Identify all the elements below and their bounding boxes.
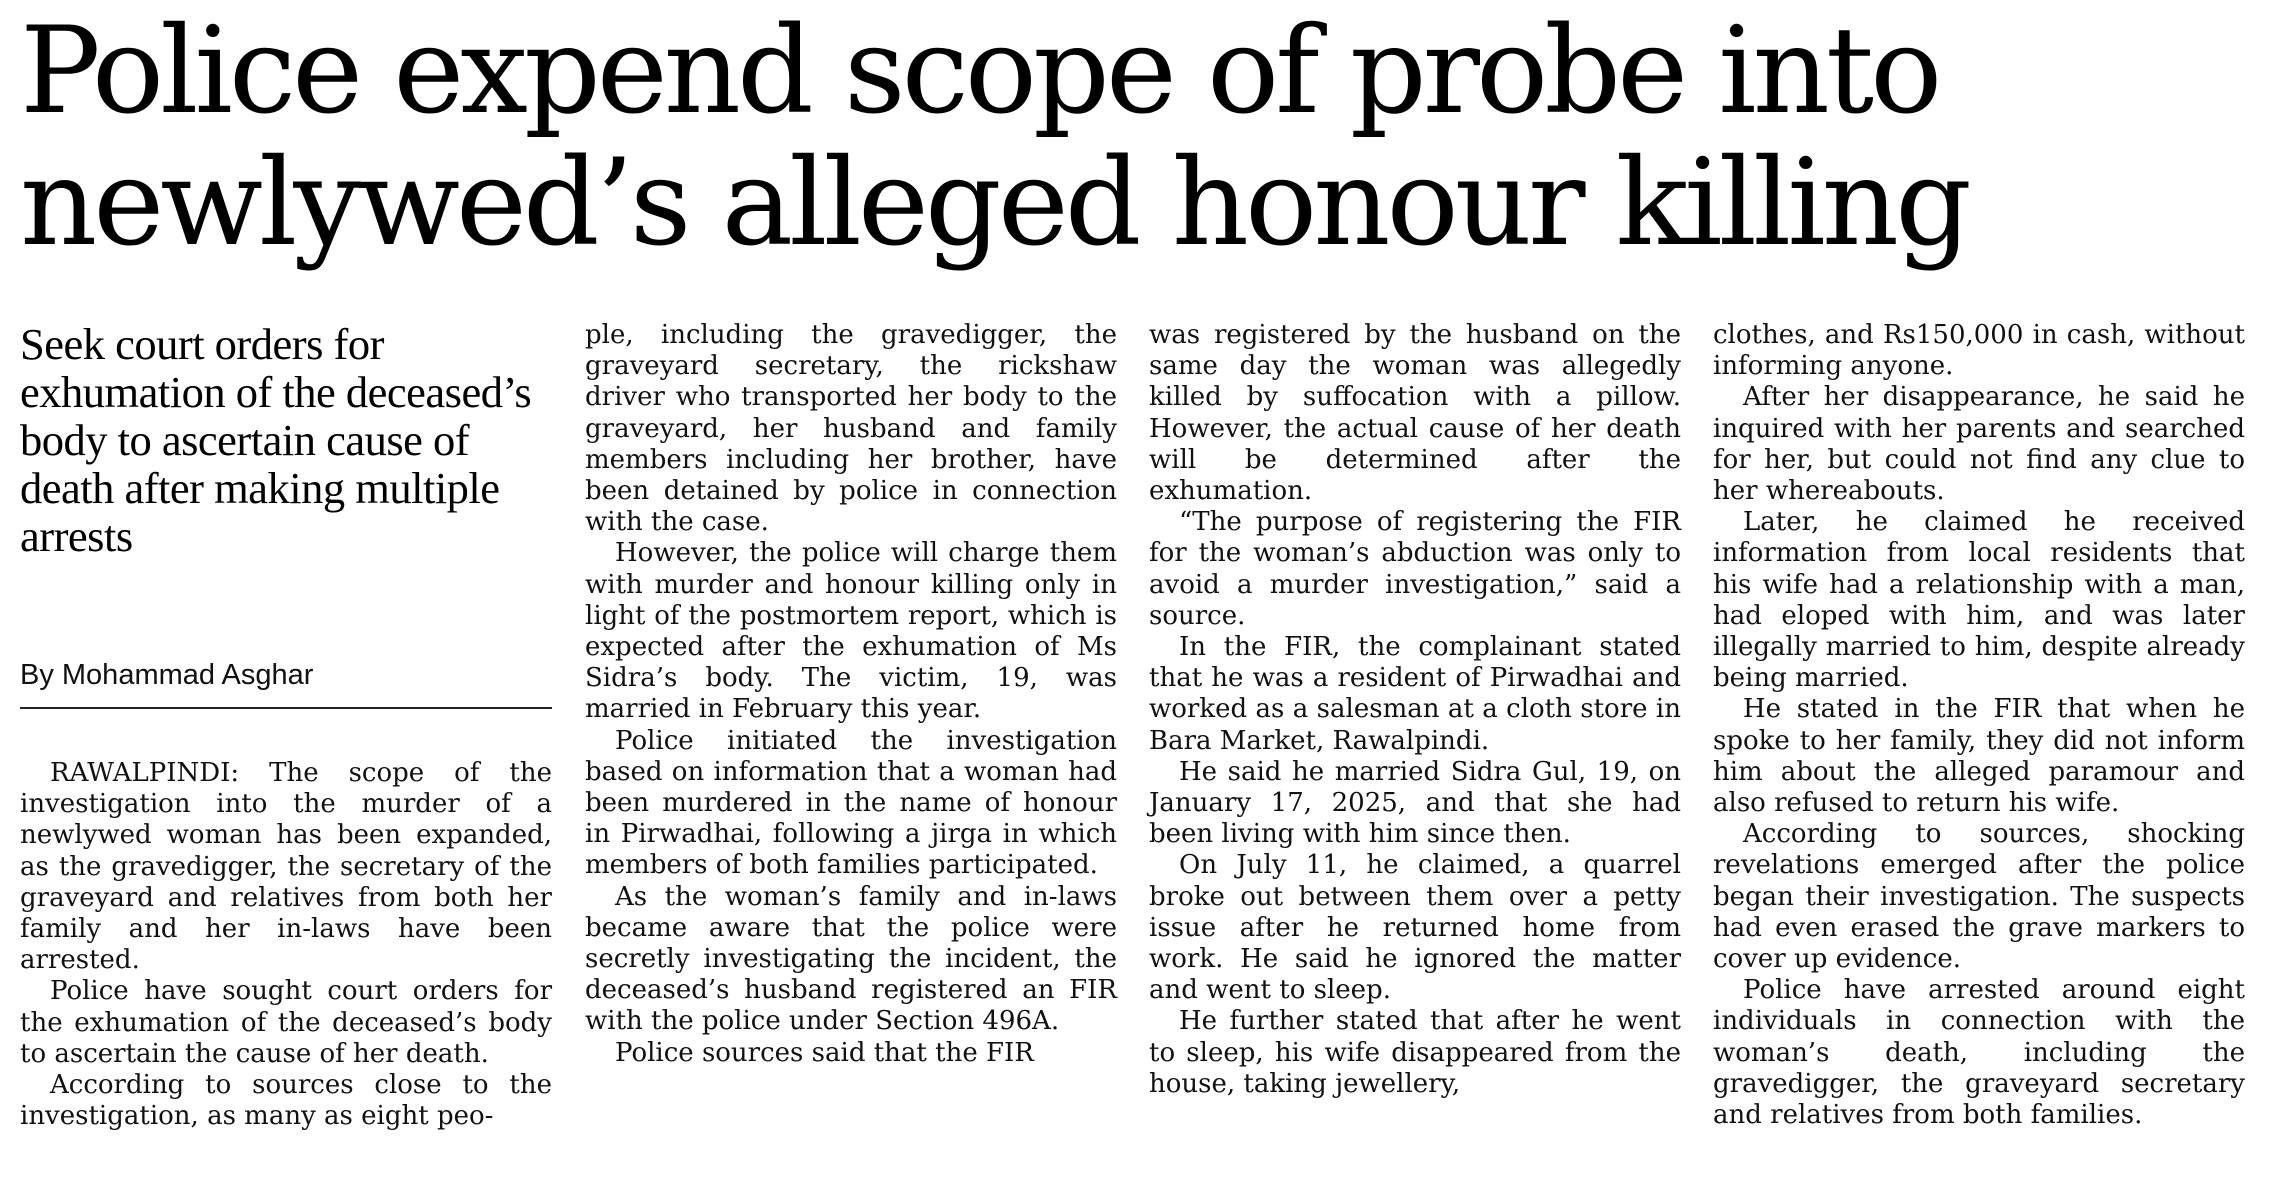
paragraph: As the woman’s family and in-laws became aware that the police were secretly investigating the incident, the deceased’s husband registered an FIR with the police under Section 496A. xyxy=(585,881,1117,1037)
paragraph: According to sources, shocking revelations emerged after the police began their investigation. The suspects had even erased the grave markers to cover up evidence. xyxy=(1713,819,2245,975)
byline: By Mohammad Asghar xyxy=(20,657,552,709)
paragraph: He further stated that after he went to sleep, his wife disappeared from the house, taking jewellery, xyxy=(1149,1006,1681,1099)
column-4 xyxy=(1713,320,2245,1131)
headline-line-1: Police expend scope of probe into xyxy=(20,2,1939,141)
paragraph: Police have sought court orders for the exhumation of the deceased’s body to ascertain the cause of her death. xyxy=(20,976,552,1069)
paragraph: Later, he claimed he received information from local residents that his wife had a relationship with a man, had eloped with him, and was later illegally married to him, despite already being married. xyxy=(1713,507,2245,694)
paragraph: Police have arrested around eight individuals in connection with the woman’s death, including the gravedigger, the graveyard secretary and relatives from both families. xyxy=(1713,975,2245,1131)
paragraph: was registered by the husband on the same day the woman was allegedly killed by suffocation with a pillow. However, the actual cause of her death will be determined after the exhumation. xyxy=(1149,320,1681,507)
column-3 xyxy=(1149,320,1681,1100)
column-2 xyxy=(585,320,1117,1069)
column-1 xyxy=(20,758,552,1132)
paragraph: ple, including the gravedigger, the graveyard secretary, the rickshaw driver who transported her body to the graveyard, her husband and family members including her brother, have been detained by police in connection with the case. xyxy=(585,320,1117,538)
paragraph: After her disappearance, he said he inquired with her parents and searched for her, but could not find any clue to her whereabouts. xyxy=(1713,382,2245,507)
paragraph: Police initiated the investigation based on information that a woman had been murdered in the name of honour in Pirwadhai, following a jirga in which members of both families participated. xyxy=(585,725,1117,881)
paragraph: RAWALPINDI: The scope of the investigation into the murder of a newlywed woman has been expanded, as the gravedigger, the secretary of the graveyard and relatives from both her family and her in-laws have been arrested. xyxy=(20,758,552,976)
paragraph: “The purpose of registering the FIR for the woman’s abduction was only to avoid a murder investigation,” said a source. xyxy=(1149,507,1681,631)
paragraph: He stated in the FIR that when he spoke to her family, they did not inform him about the alleged paramour and also refused to return his wife. xyxy=(1713,694,2245,819)
paragraph: clothes, and Rs150,000 in cash, without informing anyone. xyxy=(1713,320,2245,382)
paragraph: However, the police will charge them with murder and honour killing only in light of the postmortem report, which is expected after the exhumation of Ms Sidra’s body. The victim, 19, was married in February this year. xyxy=(585,538,1117,725)
paragraph: In the FIR, the complainant stated that he was a resident of Pirwadhai and worked as a salesman at a cloth store in Bara Market, Rawalpindi. xyxy=(1149,632,1681,756)
headline xyxy=(20,2,2020,273)
paragraph: According to sources close to the investigation, as many as eight peo- xyxy=(20,1070,552,1132)
headline-line-2: newlywed’s alleged honour killing xyxy=(20,134,1968,273)
subheadline-deck: Seek court orders for exhumation of the deceased’s body to ascertain cause of death after making multiple arrests xyxy=(20,319,532,561)
paragraph: On July 11, he claimed, a quarrel broke out between them over a petty issue after he returned home from work. He said he ignored the matter and went to sleep. xyxy=(1149,850,1681,1006)
paragraph: He said he married Sidra Gul, 19, on January 17, 2025, and that she had been living with him since then. xyxy=(1149,756,1681,850)
paragraph: Police sources said that the FIR xyxy=(615,1037,1034,1068)
